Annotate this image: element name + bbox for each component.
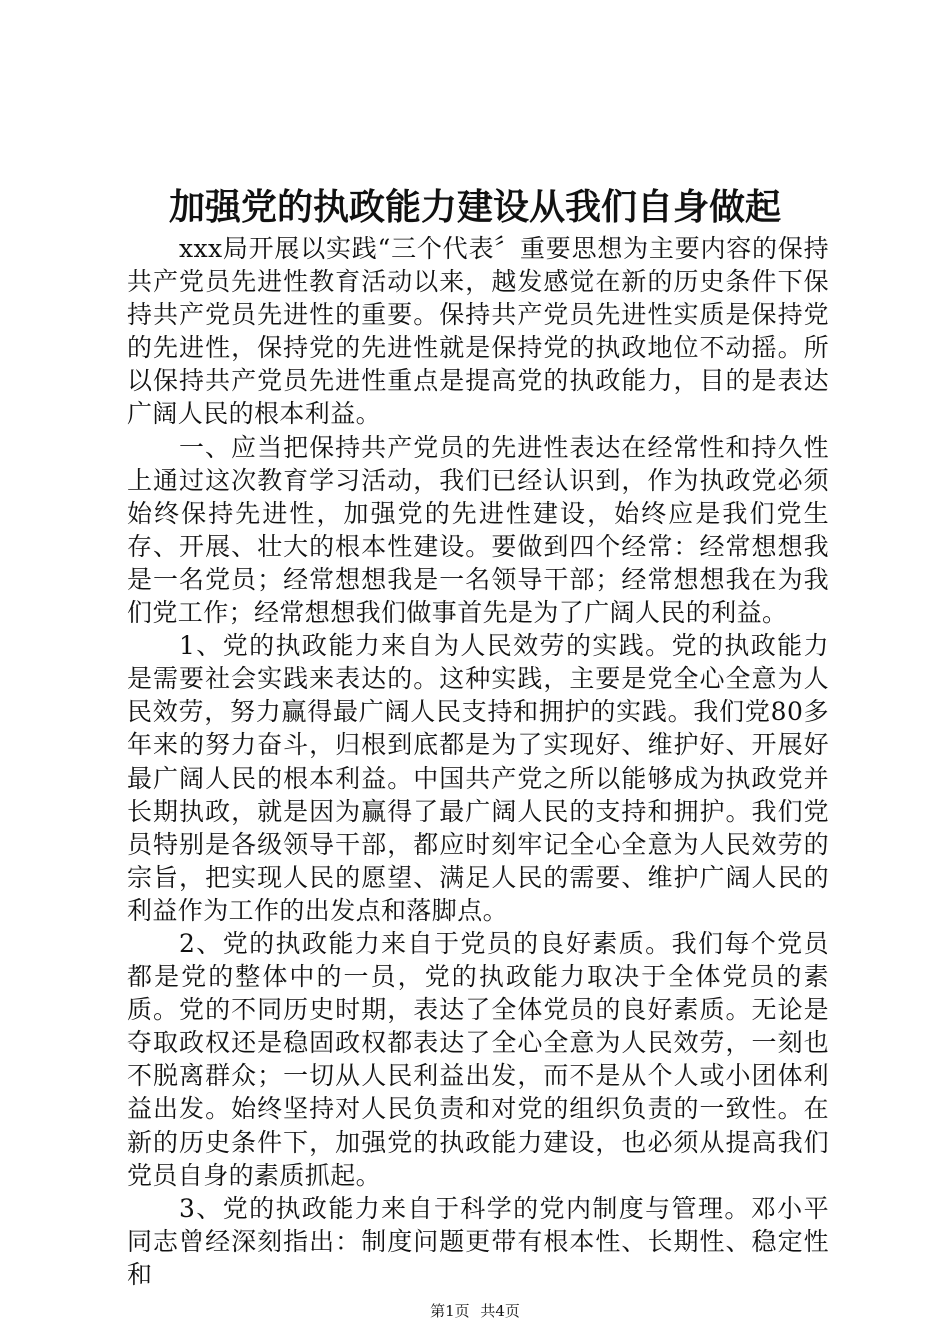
paragraph-intro: xxx局开展以实践“三个代表〞重要思想为主要内容的保持共产党员先进性教育活动以来，越发感觉在新的历史条件下保持共产党员先进性的重要。保持共产党员先进性实质是保持党的先进性，保持党的先进性就是保持党的执政地位不动摇。所以保持共产党员先进性重点是提高党的执政能力，目的是表达广阔人民的根本利益。	[127, 234, 829, 429]
paragraph-item-3: 3、党的执政能力来自于科学的党内制度与管理。邓小平同志曾经深刻指出：制度问题更带有根本性、长期性、稳定性和	[127, 1193, 829, 1289]
document-body	[127, 232, 829, 1291]
paragraph-item-2: 2、党的执政能力来自于党员的良好素质。我们每个党员都是党的整体中的一员，党的执政能力取决于全体党员的素质。党的不同历史时期，表达了全体党员的良好素质。无论是夺取政权还是稳固政权都表达了全心全意为人民效劳，一刻也不脱离群众；一切从人民利益出发，而不是从个人或小团体利益出发。始终坚持对人民负责和对党的组织负责的一致性。在新的历史条件下，加强党的执政能力建设，也必须从提高我们党员自身的素质抓起。	[127, 928, 829, 1190]
page-total: 共4页	[480, 1302, 520, 1320]
page-footer	[0, 1301, 950, 1321]
page-number: 第1页	[430, 1302, 470, 1320]
document-title: 加强党的执政能力建设从我们自身做起	[168, 186, 781, 228]
paragraph-section-1: 一、应当把保持共产党员的先进性表达在经常性和持久性上通过这次教育学习活动，我们已经认识到，作为执政党必须始终保持先进性，加强党的先进性建设，始终应是我们党生存、开展、壮大的根本性建设。要做到四个经常：经常想想我是一名党员；经常想想我是一名领导干部；经常想想我在为我们党工作；经常想想我们做事首先是为了广阔人民的利益。	[127, 432, 829, 628]
paragraph-item-1: 1、党的执政能力来自为人民效劳的实践。党的执政能力是需要社会实践来表达的。这种实践，主要是党全心全意为人民效劳，努力赢得最广阔人民支持和拥护的实践。我们党80多年来的努力奋斗，归根到底都是为了实现好、维护好、开展好最广阔人民的根本利益。中国共产党之所以能够成为执政党并长期执政，就是因为赢得了最广阔人民的支持和拥护。我们党员特别是各级领导干部，都应时刻牢记全心全意为人民效劳的宗旨，把实现人民的愿望、满足人民的需要、维护广阔人民的利益作为工作的出发点和落脚点。	[127, 631, 829, 925]
